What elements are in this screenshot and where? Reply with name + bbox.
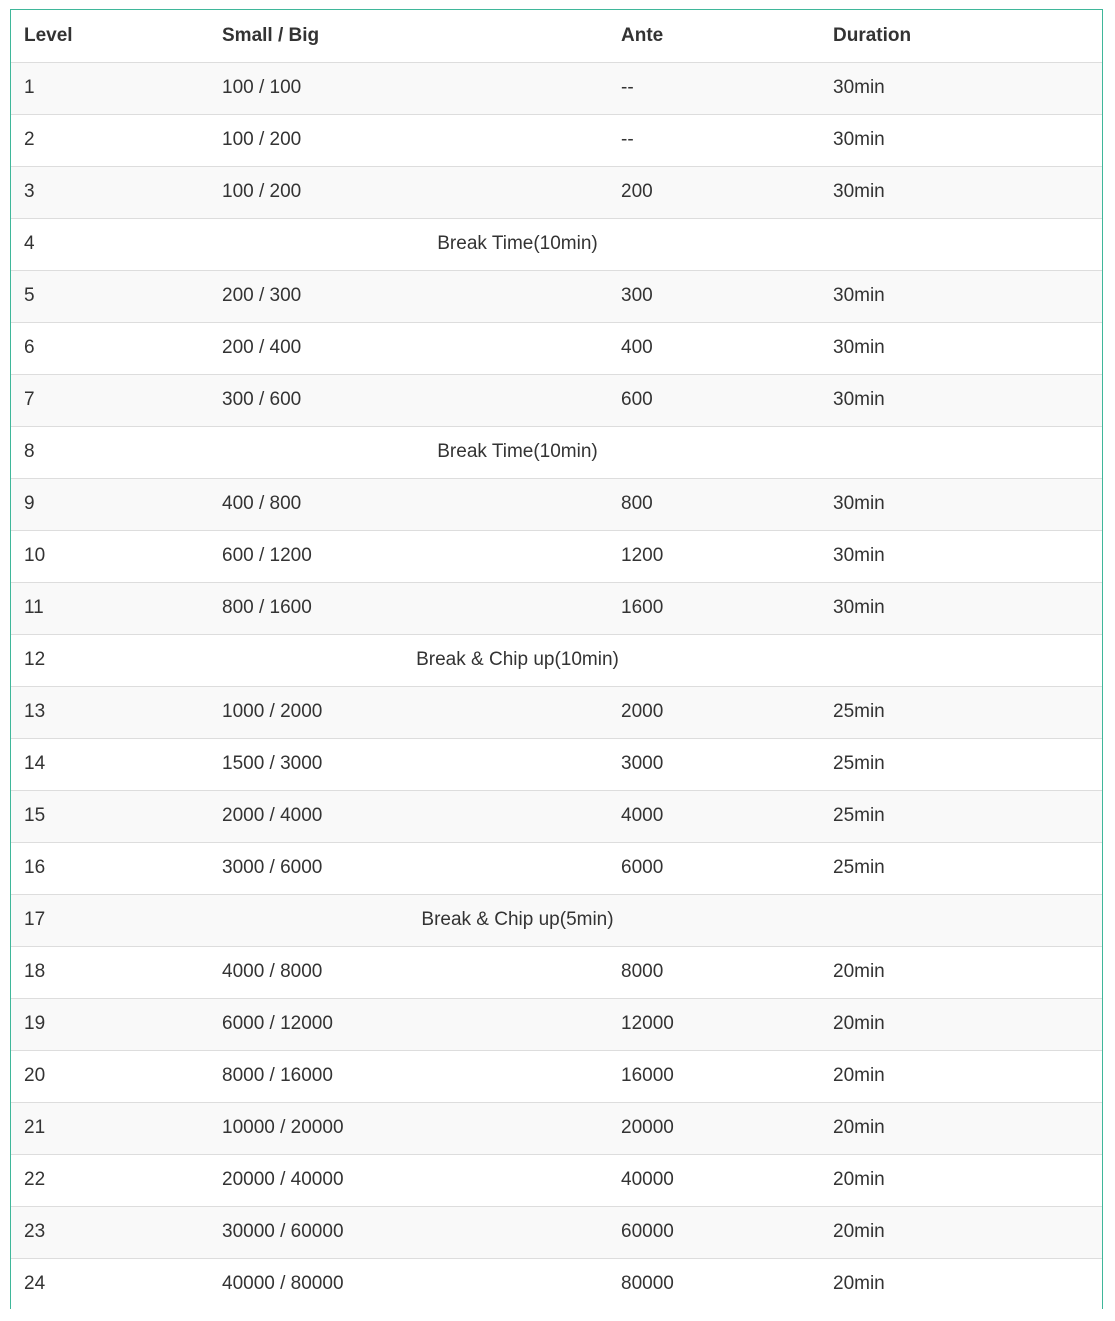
cell-level: 18 — [11, 946, 209, 998]
cell-duration: 20min — [820, 1206, 1102, 1258]
cell-level: 2 — [11, 114, 209, 166]
table-row — [11, 478, 1102, 530]
cell-ante: 400 — [608, 322, 820, 374]
cell-level: 6 — [11, 322, 209, 374]
cell-level: 21 — [11, 1102, 209, 1154]
break-row — [11, 218, 1102, 270]
break-row — [11, 426, 1102, 478]
break-label: Break & Chip up(10min) — [416, 649, 619, 670]
cell-ante: 80000 — [608, 1258, 820, 1310]
cell-duration: 25min — [820, 686, 1102, 738]
cell-ante: 600 — [608, 374, 820, 426]
cell-level: 4 — [11, 218, 209, 270]
table-row — [11, 946, 1102, 998]
cell-duration: 20min — [820, 998, 1102, 1050]
blind-structure-table — [11, 10, 1102, 1310]
cell-break — [209, 218, 1102, 270]
cell-ante: 300 — [608, 270, 820, 322]
cell-small-big: 8000 / 16000 — [209, 1050, 608, 1102]
cell-small-big: 300 / 600 — [209, 374, 608, 426]
cell-ante: 12000 — [608, 998, 820, 1050]
cell-level: 22 — [11, 1154, 209, 1206]
cell-level: 24 — [11, 1258, 209, 1310]
cell-duration: 30min — [820, 322, 1102, 374]
table-row — [11, 1050, 1102, 1102]
table-row — [11, 998, 1102, 1050]
cell-level: 20 — [11, 1050, 209, 1102]
table-row — [11, 62, 1102, 114]
cell-level: 23 — [11, 1206, 209, 1258]
table-row — [11, 1206, 1102, 1258]
cell-duration: 20min — [820, 946, 1102, 998]
cell-break — [209, 426, 1102, 478]
cell-level: 10 — [11, 530, 209, 582]
cell-ante: 1600 — [608, 582, 820, 634]
table-row — [11, 842, 1102, 894]
cell-level: 3 — [11, 166, 209, 218]
blind-structure-table-frame — [10, 9, 1103, 1309]
cell-ante: 4000 — [608, 790, 820, 842]
cell-duration: 20min — [820, 1050, 1102, 1102]
table-row — [11, 1102, 1102, 1154]
cell-level: 12 — [11, 634, 209, 686]
cell-small-big: 100 / 200 — [209, 114, 608, 166]
cell-small-big: 100 / 100 — [222, 77, 302, 98]
cell-small-big: 40000 / 80000 — [209, 1258, 608, 1310]
break-row — [11, 894, 1102, 946]
cell-duration: 30min — [820, 530, 1102, 582]
cell-ante: 20000 — [608, 1102, 820, 1154]
cell-duration: 30min — [820, 478, 1102, 530]
cell-level: 15 — [11, 790, 209, 842]
cell-duration: 20min — [820, 1258, 1102, 1310]
header-ante: Ante — [608, 10, 820, 62]
cell-ante: 3000 — [608, 738, 820, 790]
cell-break — [209, 634, 1102, 686]
cell-ante: 200 — [608, 166, 820, 218]
cell-ante: 800 — [608, 478, 820, 530]
cell-ante: 40000 — [608, 1154, 820, 1206]
table-row — [11, 1258, 1102, 1310]
header-level: Level — [11, 10, 209, 62]
cell-duration: 30min — [820, 582, 1102, 634]
table-row — [11, 582, 1102, 634]
table-body — [11, 62, 1102, 1310]
cell-small-big: 2000 / 4000 — [209, 790, 608, 842]
cell-duration: 30min — [820, 114, 1102, 166]
break-label: Break Time(10min) — [437, 233, 598, 254]
cell-level: 7 — [11, 374, 209, 426]
cell-duration: 20min — [820, 1154, 1102, 1206]
cell-duration: 30min — [820, 270, 1102, 322]
cell-small-big: 10000 / 20000 — [209, 1102, 608, 1154]
header-duration: Duration — [820, 10, 1102, 62]
cell-duration: 30min — [820, 166, 1102, 218]
table-row — [11, 114, 1102, 166]
cell-small-big: 1500 / 3000 — [209, 738, 608, 790]
table-row — [11, 322, 1102, 374]
cell-ante: -- — [621, 77, 634, 98]
table-row — [11, 738, 1102, 790]
cell-ante: 60000 — [608, 1206, 820, 1258]
cell-small-big: 100 / 200 — [209, 166, 608, 218]
header-small-big: Small / Big — [209, 10, 608, 62]
cell-small-big: 30000 / 60000 — [209, 1206, 608, 1258]
break-label: Break & Chip up(5min) — [421, 909, 614, 930]
cell-level: 1 — [24, 77, 35, 98]
cell-small-big: 600 / 1200 — [209, 530, 608, 582]
cell-small-big: 200 / 400 — [209, 322, 608, 374]
table-row — [11, 790, 1102, 842]
table-row — [11, 686, 1102, 738]
cell-level: 13 — [11, 686, 209, 738]
cell-small-big: 1000 / 2000 — [209, 686, 608, 738]
cell-level: 5 — [11, 270, 209, 322]
header-row — [11, 10, 1102, 62]
cell-level: 9 — [11, 478, 209, 530]
cell-small-big: 200 / 300 — [209, 270, 608, 322]
table-row — [11, 270, 1102, 322]
cell-break — [209, 894, 1102, 946]
cell-duration: 30min — [820, 374, 1102, 426]
table-row — [11, 374, 1102, 426]
cell-duration: 25min — [820, 842, 1102, 894]
break-row — [11, 634, 1102, 686]
cell-ante: -- — [608, 114, 820, 166]
table-row — [11, 166, 1102, 218]
cell-ante: 16000 — [608, 1050, 820, 1102]
cell-small-big: 20000 / 40000 — [209, 1154, 608, 1206]
cell-level: 16 — [11, 842, 209, 894]
cell-small-big: 3000 / 6000 — [209, 842, 608, 894]
cell-level: 14 — [11, 738, 209, 790]
cell-ante: 1200 — [608, 530, 820, 582]
cell-duration: 25min — [820, 790, 1102, 842]
table-row — [11, 1154, 1102, 1206]
cell-ante: 2000 — [608, 686, 820, 738]
cell-level: 8 — [11, 426, 209, 478]
cell-level: 11 — [11, 582, 209, 634]
cell-duration: 25min — [820, 738, 1102, 790]
cell-small-big: 6000 / 12000 — [209, 998, 608, 1050]
cell-small-big: 800 / 1600 — [209, 582, 608, 634]
cell-ante: 6000 — [608, 842, 820, 894]
cell-duration: 30min — [833, 77, 885, 98]
cell-level: 17 — [11, 894, 209, 946]
table-row — [11, 530, 1102, 582]
cell-level: 19 — [11, 998, 209, 1050]
cell-small-big: 400 / 800 — [209, 478, 608, 530]
cell-duration: 20min — [820, 1102, 1102, 1154]
cell-small-big: 4000 / 8000 — [209, 946, 608, 998]
cell-ante: 8000 — [608, 946, 820, 998]
break-label: Break Time(10min) — [437, 441, 598, 462]
